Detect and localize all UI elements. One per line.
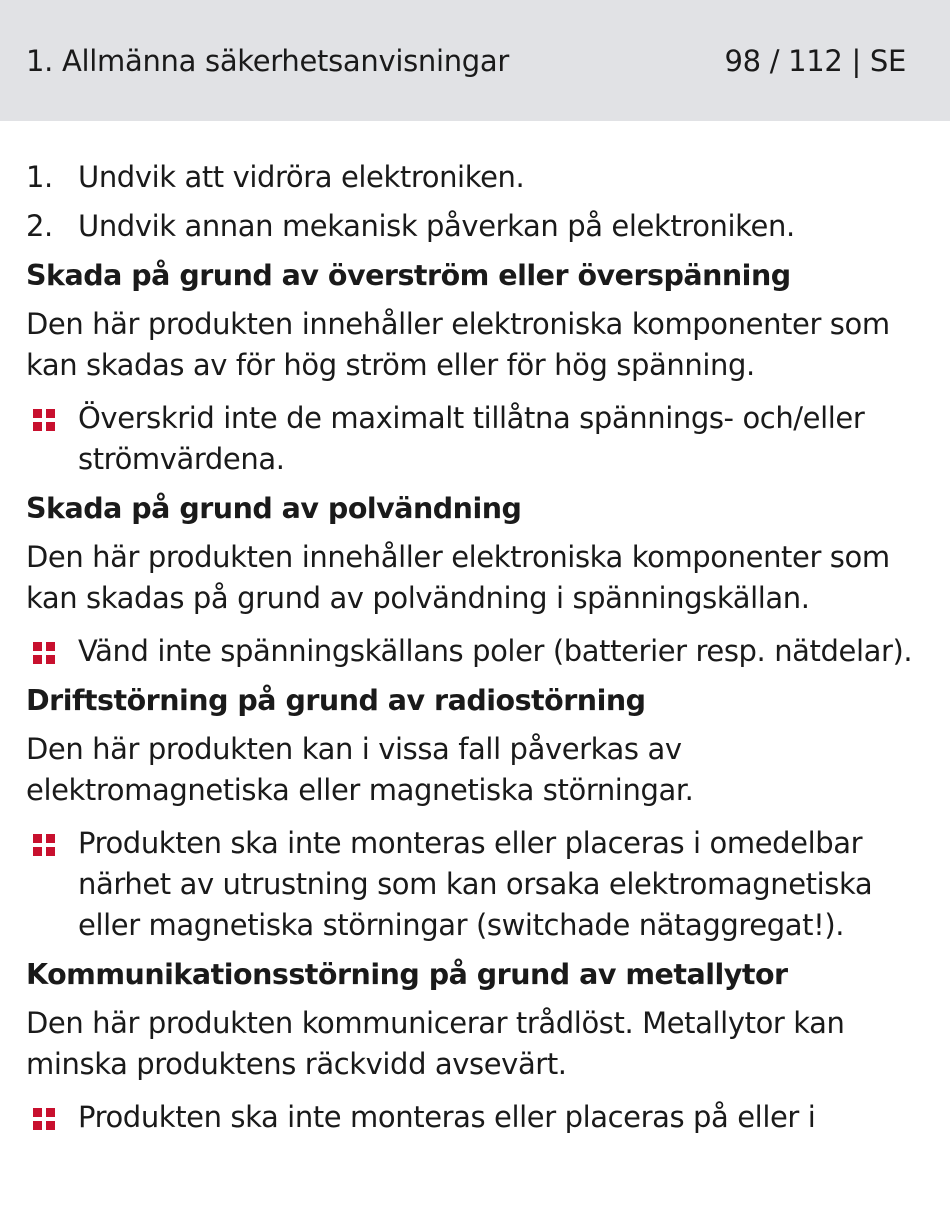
- bullet-text: Produkten ska inte monteras eller placeras i omedelbar närhet av utrustning som kan orsaka elektromagnetiska eller magnetiska störningar (switchade nätaggregat!).: [78, 826, 873, 942]
- red-squares-bullet-icon: [26, 823, 78, 856]
- page-header: [0, 0, 950, 121]
- section-heading: Skada på grund av överström eller överspänning: [26, 259, 791, 292]
- warning-bullet: [26, 1097, 920, 1138]
- section-paragraph: Den här produkten innehåller elektroniska komponenter som kan skadas av för hög ström eller för hög spänning.: [26, 307, 890, 382]
- warning-bullet: [26, 823, 920, 946]
- red-squares-bullet-icon: [26, 631, 78, 664]
- section-heading: Kommunikationsstörning på grund av metallytor: [26, 958, 788, 991]
- section-paragraph: Den här produkten kan i vissa fall påverkas av elektromagnetiska eller magnetiska störningar.: [26, 732, 694, 807]
- warning-bullet: [26, 398, 920, 480]
- bullet-text: Överskrid inte de maximalt tillåtna spännings- och/eller strömvärdena.: [78, 401, 865, 476]
- document-body: [0, 121, 950, 1138]
- section-paragraph: Den här produkten innehåller elektroniska komponenter som kan skadas på grund av polvändning i spänningskällan.: [26, 540, 890, 615]
- red-squares-bullet-icon: [26, 398, 78, 431]
- item-number: 2.: [26, 209, 53, 243]
- item-text: Undvik annan mekanisk påverkan på elektroniken.: [78, 209, 795, 243]
- bullet-text: Produkten ska inte monteras eller placeras på eller i: [78, 1100, 816, 1134]
- warning-bullet: [26, 631, 920, 672]
- section-title: 1. Allmänna säkerhetsanvisningar: [26, 43, 510, 78]
- numbered-item: [26, 157, 920, 198]
- numbered-item: [26, 206, 920, 247]
- section-paragraph: Den här produkten kommunicerar trådlöst. Metallytor kan minska produktens räckvidd avsevärt.: [26, 1006, 845, 1081]
- red-squares-bullet-icon: [26, 1097, 78, 1130]
- bullet-text: Vänd inte spänningskällans poler (batterier resp. nätdelar).: [78, 634, 913, 668]
- section-heading: Skada på grund av polvändning: [26, 492, 522, 525]
- item-text: Undvik att vidröra elektroniken.: [78, 160, 525, 194]
- page-number: 98 / 112 | SE: [724, 43, 906, 78]
- section-heading: Driftstörning på grund av radiostörning: [26, 684, 646, 717]
- item-number: 1.: [26, 160, 53, 194]
